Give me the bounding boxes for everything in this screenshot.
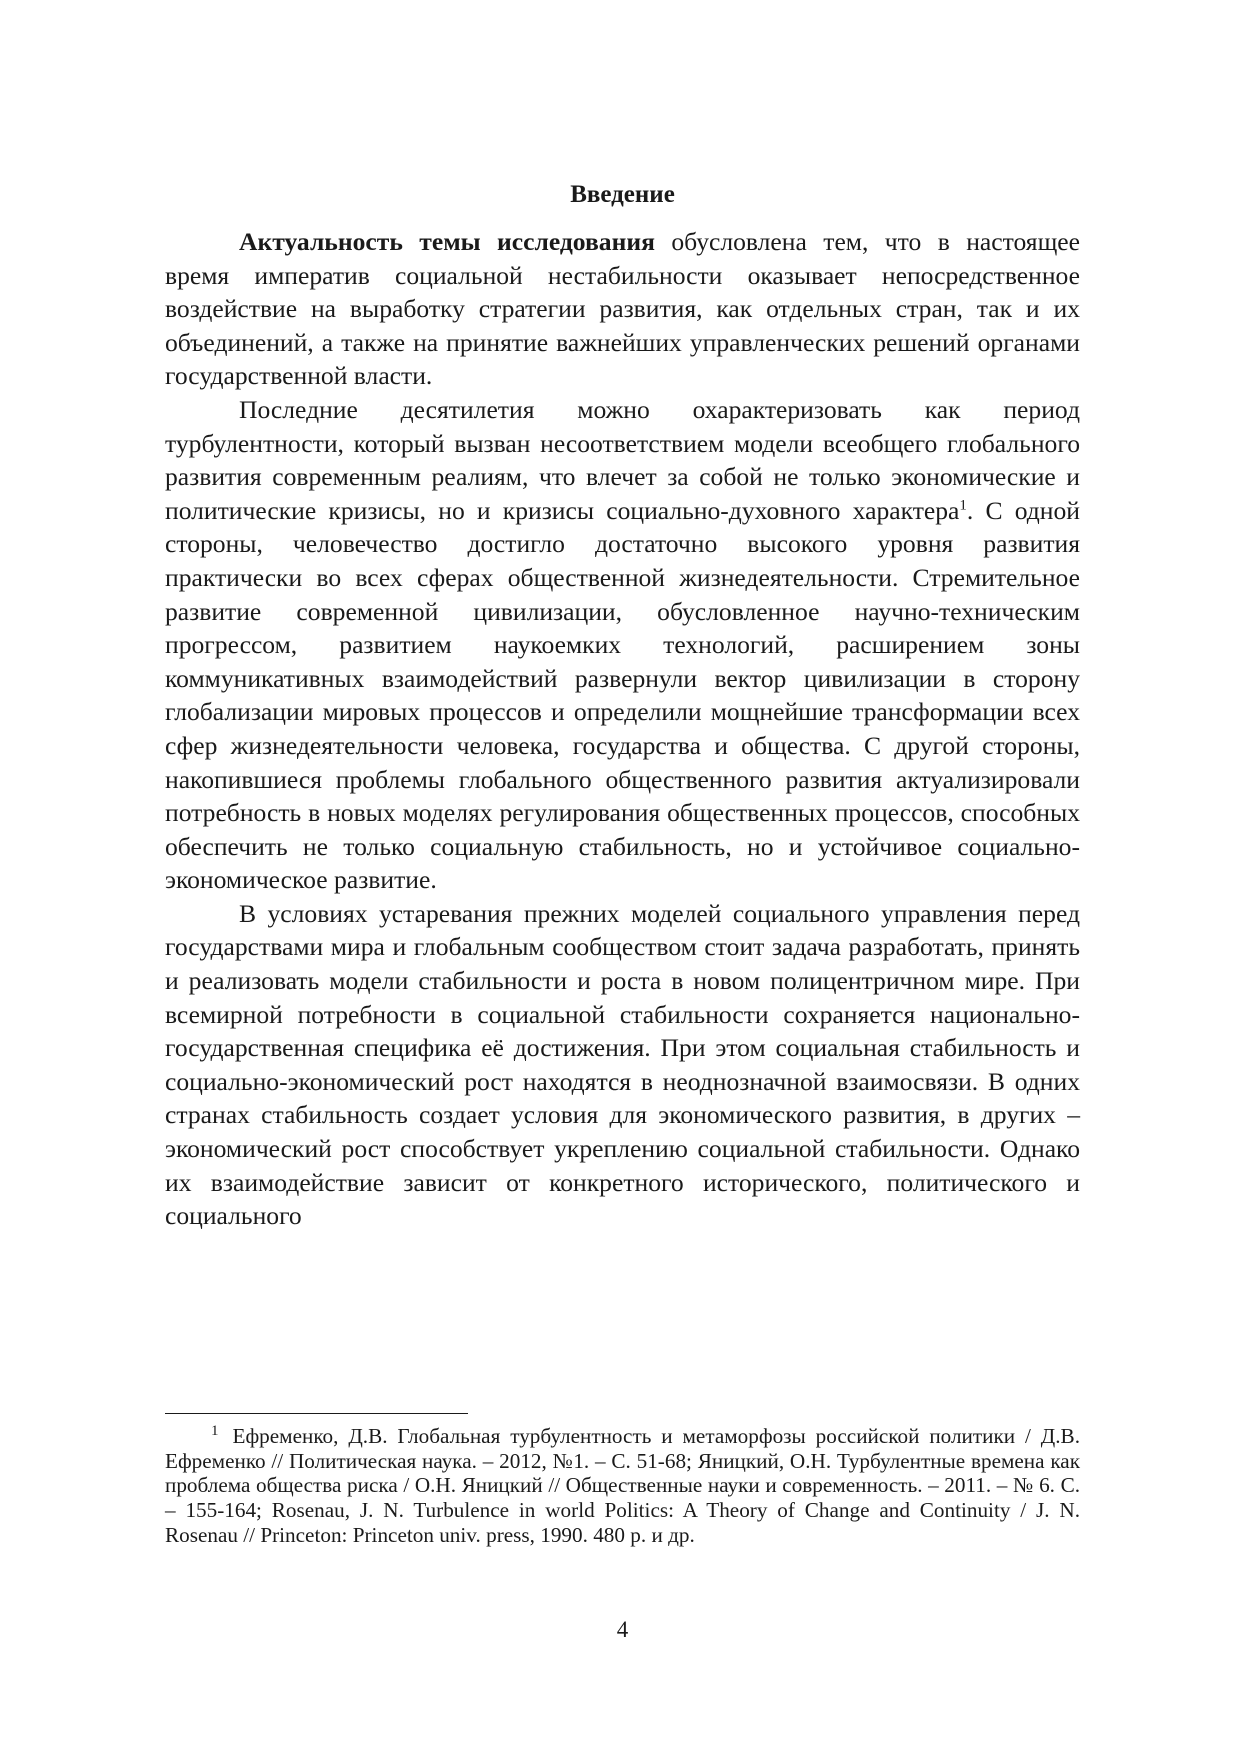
footnote-number: 1 [211, 1422, 219, 1439]
paragraph-conditions [165, 897, 1080, 1233]
paragraph-turbulence [165, 393, 1080, 897]
paragraph-text: . С одной стороны, человечество достигло достаточно высокого уровня развития практически во всех сферах общественной жизнедеятельности. Стремительное развитие современной цивилизации, обусловленное научно-техническим прогрессом, развитием наукоемких технологий, расширением зоны коммуникативных взаимодействий развернули вектор цивилизации в сторону глобализации мировых процессов и определили мощнейшие трансформации всех сфер жизнедеятельности человека, государства и общества. С другой стороны, накопившиеся проблемы глобального общественного развития актуализировали потребность в новых моделях регулирования общественных процессов, способных обеспечить не только социальную стабильность, но и устойчивое социально-экономическое развитие. [165, 495, 1080, 895]
paragraph-text: обусловлена тем, что в настоящее время императив социальной нестабильности оказывает непосредственное воздействие на выработку стратегии развития, как отдельных стран, так и их объединений, а также на принятие важнейших управленческих решений органами государственной власти. [165, 227, 1081, 391]
body-text [165, 225, 1080, 1233]
page-number: 4 [616, 1617, 629, 1642]
footnote [165, 1424, 1080, 1548]
paragraph-text: В условиях устаревания прежних моделей социального управления перед государствами мира и глобальным сообществом стоит задача разработать, принять и реализовать модели стабильности и роста в новом полицентричном мире. При всемирной потребности в социальной стабильности сохраняется национально-государственная специфика её достижения. При этом социальная стабильность и социально-экономический рост находятся в неоднозначной взаимосвязи. В одних странах стабильность создает условия для экономического развития, в других – экономический рост способствует укреплению социальной стабильности. Однако их взаимодействие зависит от конкретного исторического, политического и социального [165, 898, 1080, 1231]
paragraph-bold-lead: Актуальность темы исследования [239, 227, 655, 256]
section-heading: Введение [570, 181, 675, 208]
paragraph-text: Последние десятилетия можно охарактеризовать как период турбулентности, который вызван несоответствием модели всеобщего глобального развития современным реалиям, что влечет за собой не только экономические и политические кризисы, но и кризисы социально-духовного характера [165, 394, 1080, 525]
footnote-reference[interactable]: 1 [959, 497, 967, 514]
footnote-separator [165, 1413, 468, 1414]
footnote-text: Ефременко, Д.В. Глобальная турбулентность и метаморфозы российской политики / Д.В. Ефременко // Политическая наука. – 2012, №1. – С. 51-68; Яницкий, О.Н. Турбулентные времена как проблема общества риска / О.Н. Яницкий // Общественные науки и современность. – 2011. – № 6. С. – 155-164; Rosenau, J. N. Turbulence in world Politics: A Theory of Change and Continuity / J. N. Rosenau // Princeton: Princeton univ. press, 1990. 480 p. и др. [165, 1424, 1080, 1547]
paragraph-relevance [165, 225, 1080, 393]
